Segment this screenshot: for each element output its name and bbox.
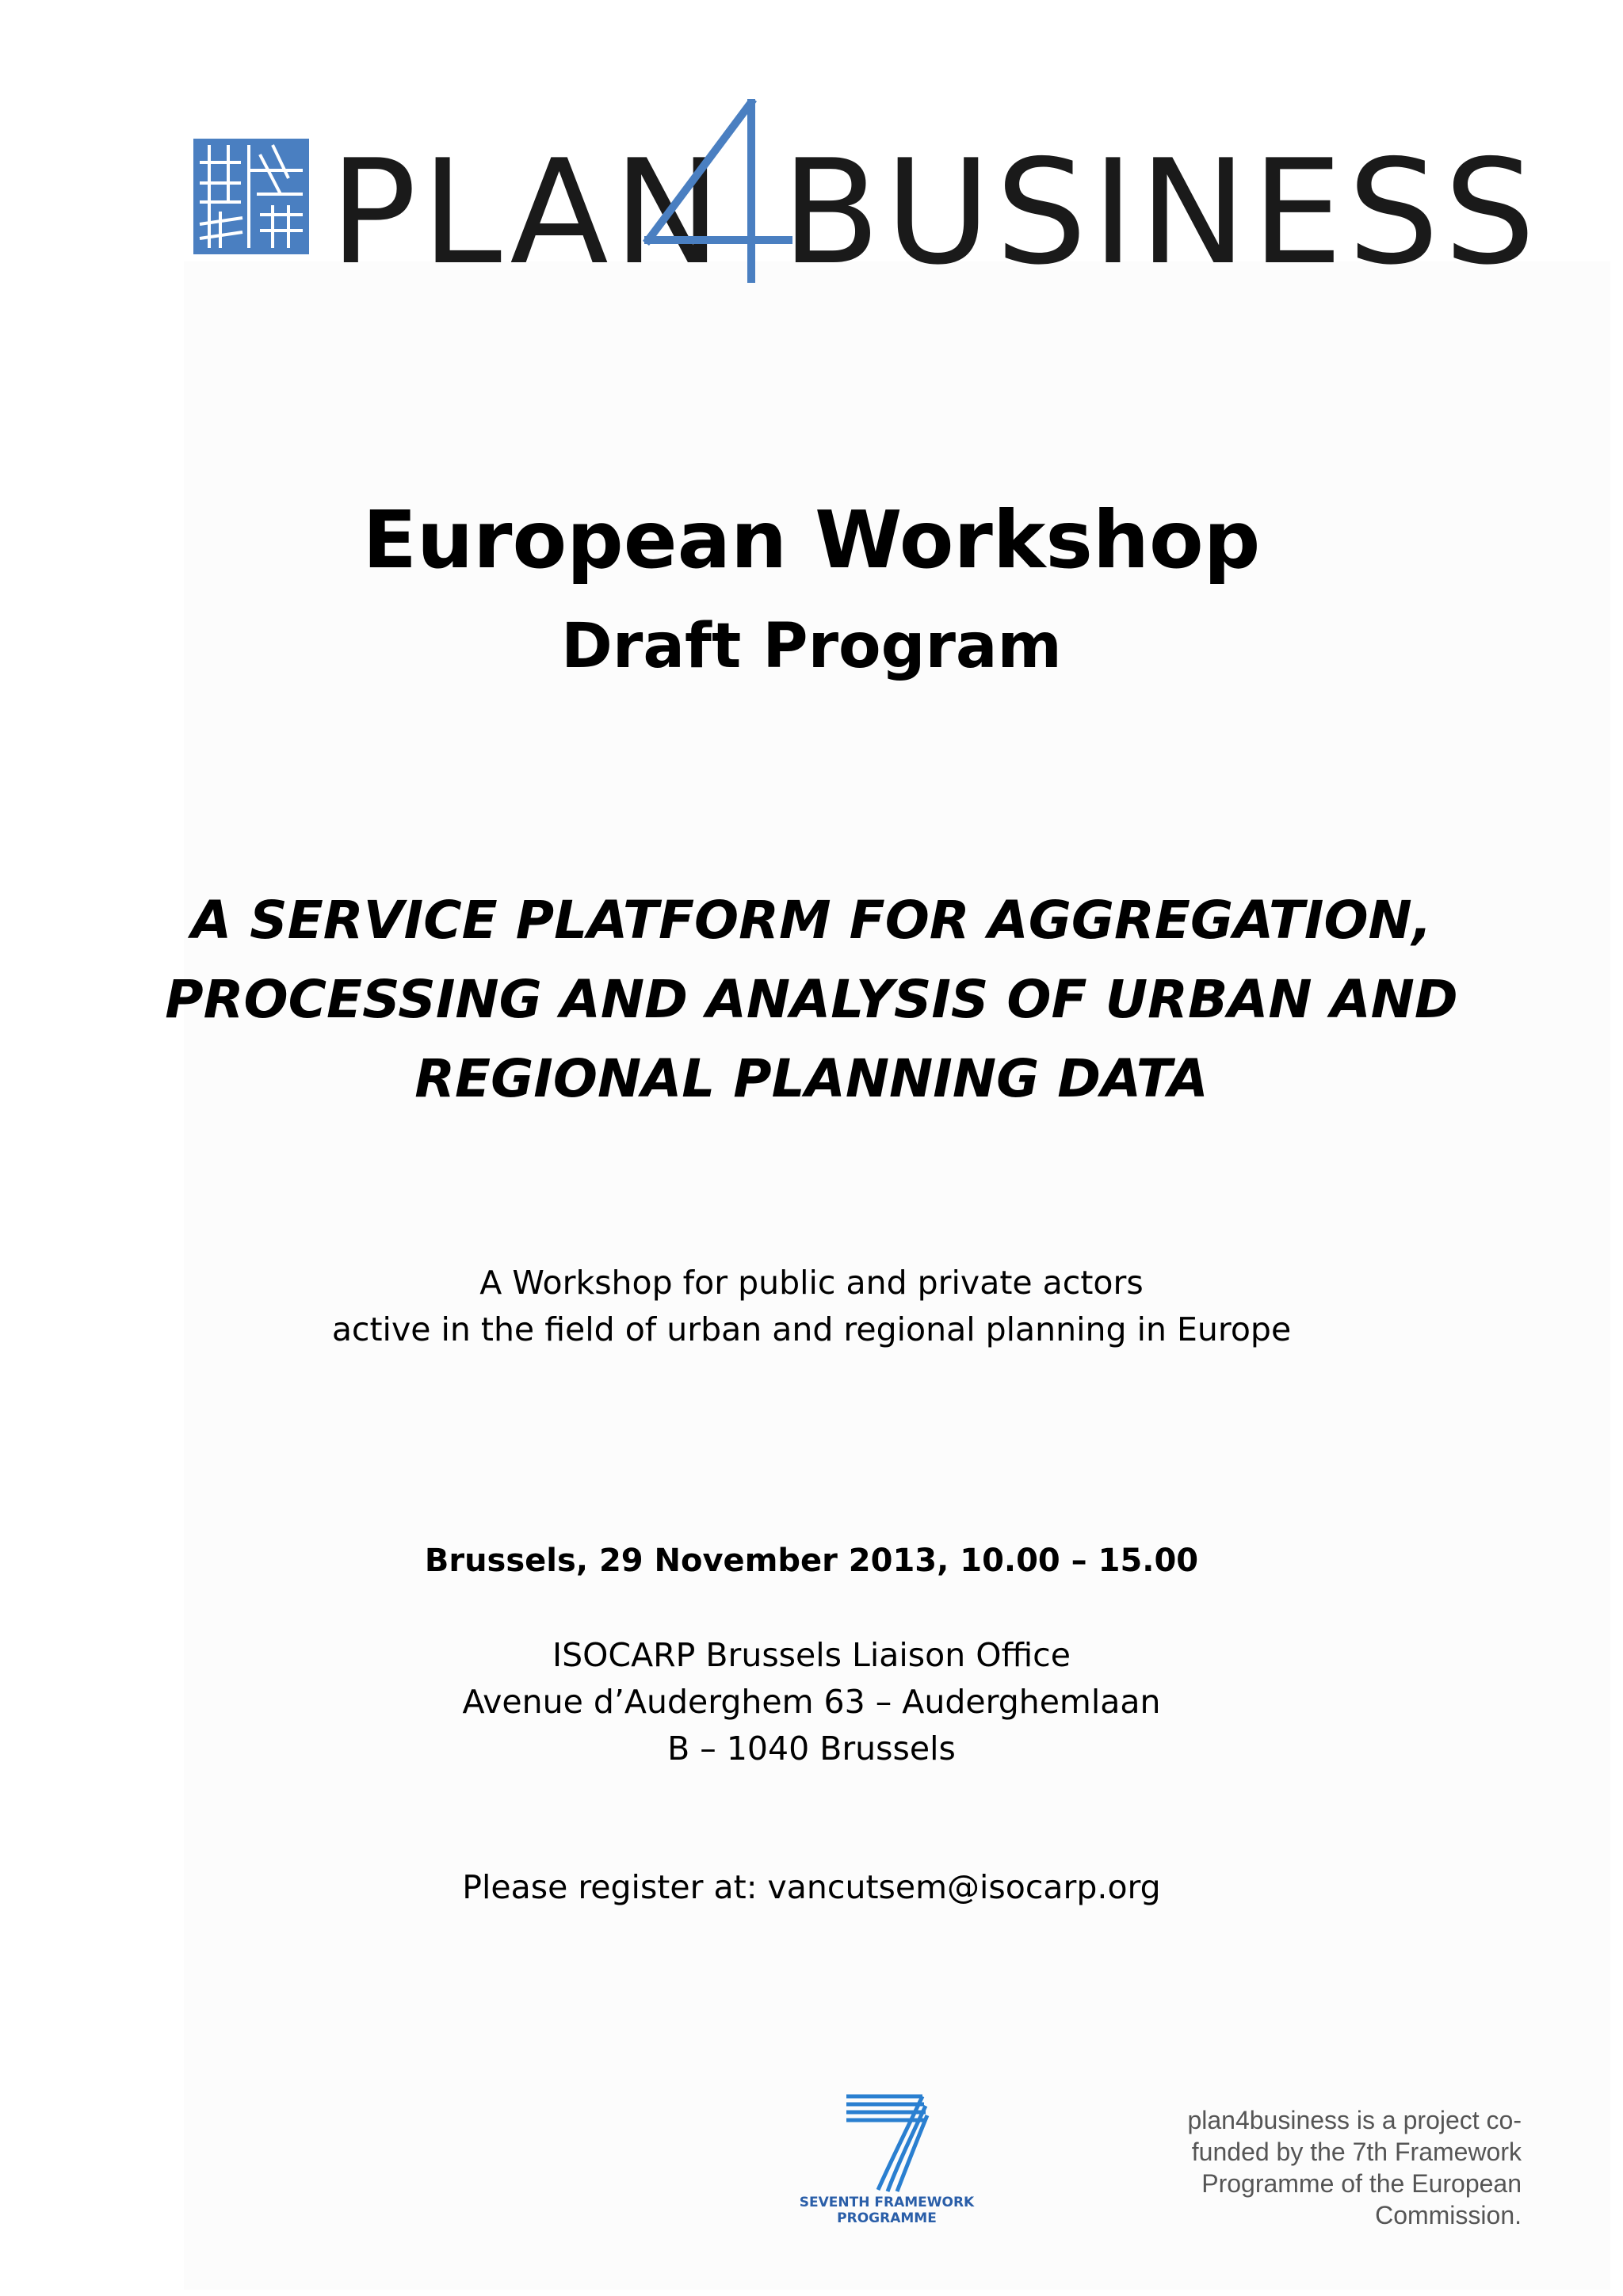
register-line: Please register at: vancutsem@isocarp.org	[462, 1868, 1161, 1906]
headline	[158, 881, 1465, 1119]
logo-word-business: BUSINESS	[781, 128, 1541, 296]
headline-line: A SERVICE PLATFORM FOR AGGREGATION,	[191, 890, 1432, 951]
fp7-seven-icon	[843, 2090, 930, 2193]
plan4business-logo	[190, 99, 1541, 296]
fp7-label	[788, 2195, 986, 2226]
address-line: Avenue d’Auderghem 63 – Auderghemlaan	[462, 1683, 1161, 1721]
fp7-label-line: PROGRAMME	[837, 2210, 937, 2226]
intro-text	[0, 1260, 1623, 1353]
city-grid-logo-icon	[193, 139, 309, 254]
fp7-label-line: SEVENTH FRAMEWORK	[799, 2195, 975, 2210]
logo-word-plan: PLAN	[330, 128, 726, 296]
headline-line: REGIONAL PLANNING DATA	[414, 1048, 1209, 1109]
page-title: European Workshop	[362, 494, 1261, 586]
headline-line: PROCESSING AND ANALYSIS OF URBAN AND	[165, 969, 1458, 1030]
event-date: Brussels, 29 November 2013, 10.00 – 15.00	[424, 1543, 1199, 1579]
address-line: ISOCARP Brussels Liaison Office	[552, 1636, 1071, 1674]
funding-line: funded by the 7th Framework	[1191, 2138, 1522, 2166]
intro-line: A Workshop for public and private actors	[479, 1264, 1144, 1302]
address-line: B – 1040 Brussels	[667, 1730, 956, 1768]
funding-line: plan4business is a project co-	[1187, 2106, 1522, 2134]
page-subtitle: Draft Program	[561, 611, 1062, 682]
fp7-logo	[788, 2084, 986, 2234]
funding-line: Commission.	[1375, 2201, 1522, 2229]
intro-line: active in the field of urban and regional planning in Europe	[331, 1310, 1292, 1348]
logo-four-mark	[634, 99, 792, 283]
event-address	[0, 1632, 1623, 1772]
funding-line: Programme of the European	[1201, 2169, 1522, 2198]
funding-note	[1094, 2104, 1522, 2231]
